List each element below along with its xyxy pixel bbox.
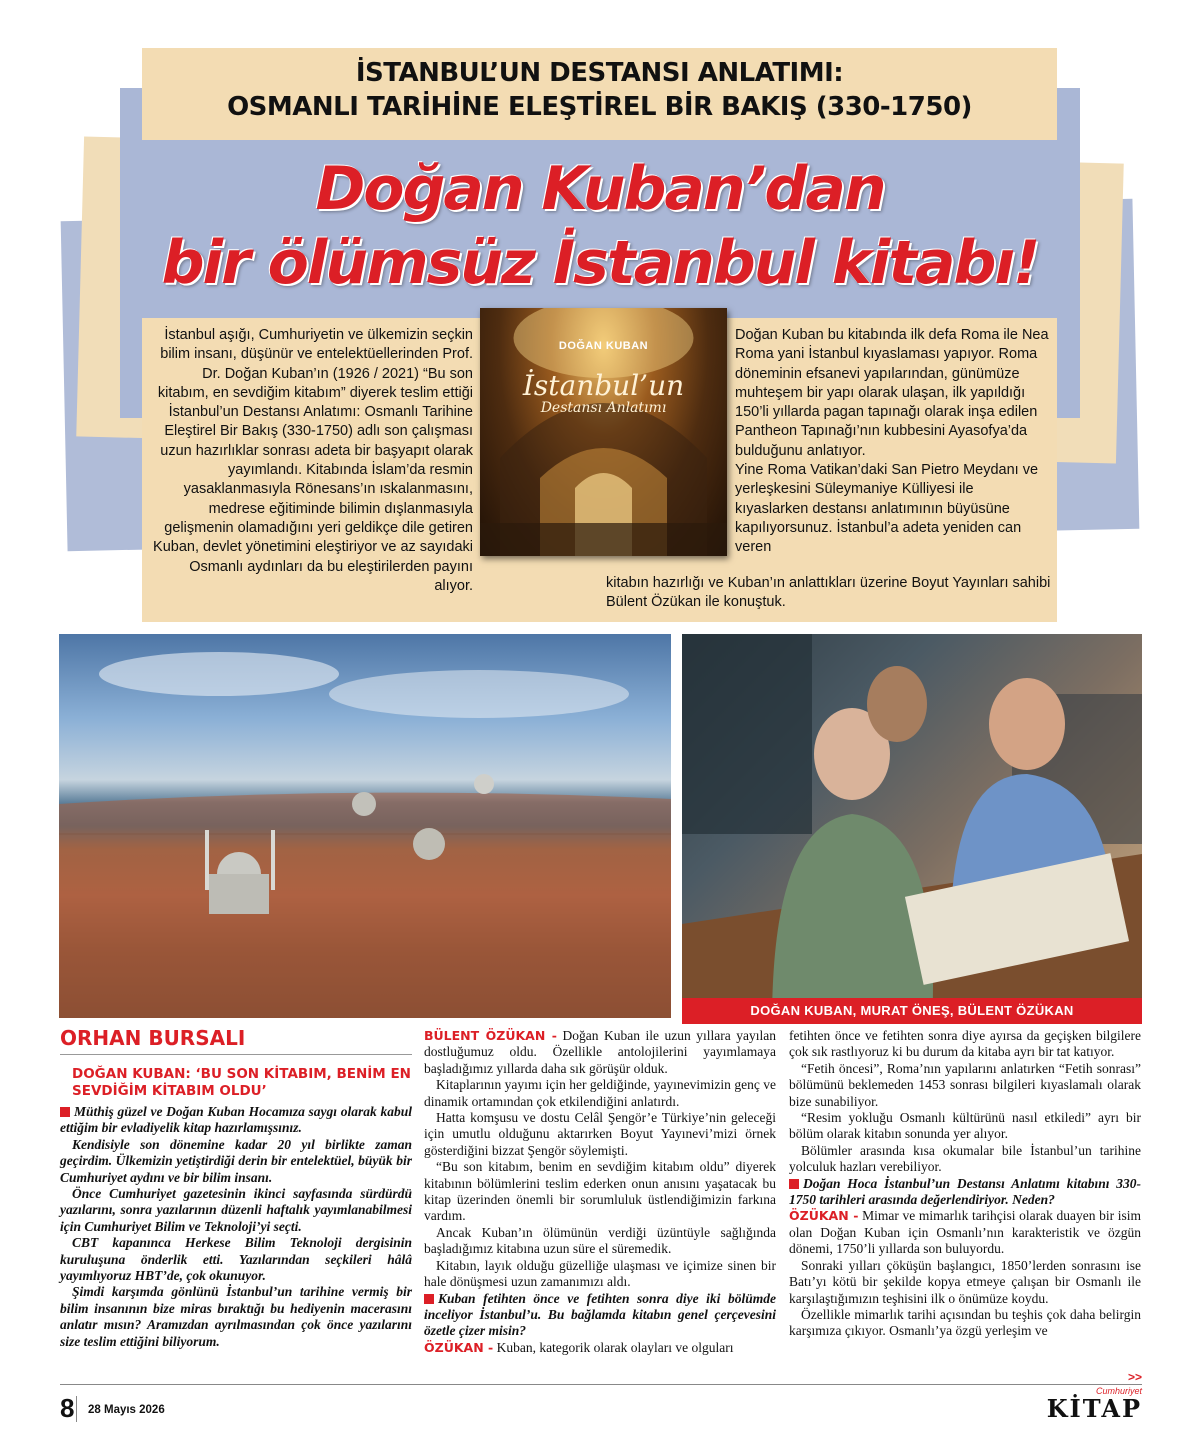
page-number: 8 — [60, 1393, 75, 1423]
headline-line-2: bir ölümsüz İstanbul kitabı! — [161, 228, 1039, 298]
book-cover-image — [480, 308, 727, 556]
article-subhead: DOĞAN KUBAN: ‘BU SON KİTABIM, BENİM EN SEVDİĞİM KİTABIM OLDU’ — [72, 1066, 411, 1099]
red-square-bullet-icon — [60, 1107, 70, 1117]
answer-2-paragraph-5: Bölümler arasında kısa okumalar bile İstanbul’un tarihine yolculuk hazları verebiliyor. — [789, 1142, 1141, 1175]
answer-1-paragraph-1: BÜLENT ÖZÜKAN - Doğan Kuban ile uzun yıllara yayılan dostluğumuz oldu. Özellikle antolojilerini yayımlamaya başladığımız yıllarda daha sık görüşür olduk. — [424, 1028, 776, 1076]
intro-right-paragraph-2: Yine Roma Vatikan’daki San Pietro Meydanı ve yerleşkesini Süleymaniye Külliyesi ile kıyaslarken destansı anlatımının büyüsüne kapılıyorsunuz. İstanbul’a adeta yeniden can veren — [735, 462, 1039, 556]
answer-3-paragraph-2: Sonraki yılları çöküşün başlangıcı, 1850’lerden sonrasını ise Batı’yı kötü bir şekilde kopya etmeye çalışan bir Osmanlı ile karşılaştığımızın teşhisini ilk o önümüze koydu. — [789, 1257, 1141, 1306]
speaker-label: ÖZÜKAN - — [424, 1339, 494, 1355]
question-2: Kuban fetihten önce ve fetihten sonra diye iki bölümde inceliyor İstanbul’u. Bu bağlamda kitabın genel çerçevesini özetle çizer misin? — [424, 1290, 776, 1339]
question-1-paragraph-4: CBT kapanınca Herkese Bilim Teknoloji dergisinin kuruluşuna önderlik etti. Yazılarından seçkileri hâlâ yayımlıyoruz HBT’de, çok okunuyor. — [60, 1235, 412, 1284]
question-1-paragraph-3: Önce Cumhuriyet gazetesinin ikinci sayfasında sürdürdü yazılarını, sonra yazılarının düzenli haftalık yayımlanabilmesi için Cumhuriyet Bilim ve Teknoloji’yi seçti. — [60, 1186, 412, 1234]
book-cover-subtitle: Destansı Anlatımı — [540, 400, 667, 416]
speaker-label: ÖZÜKAN - — [789, 1208, 859, 1224]
supertitle-line-1: İSTANBUL’UN DESTANSI ANLATIMI: — [355, 58, 844, 88]
publication-logo-small: Cumhuriyet — [1095, 1386, 1142, 1396]
intro-left-text: İstanbul aşığı, Cumhuriyetin ve ülkemizin seçkin bilim insanı, düşünür ve entelektüellerinden Prof. Dr. Doğan Kuban’ın (1926 / 2021) “Bu son kitabım, en sevdiğim kitabım” diyerek teslim ettiği İstanbul’un Destansı Anlatımı: Osmanlı Tarihine Eleştirel Bir Bakış (330-1750) adlı son çalışması uzun hazırlıklar sonrası adeta bir başyapıt olarak yayımlandı. Kitabında İslam’da resmin yasaklanmasıyla Rönesans’ın ıskalanmasını, medrese eğitiminde bilimin dışlanmasıyla gelişmenin olamadığını yeri geldikçe dile getiren Kuban, devlet yönetimini eleştiriyor ve az sayıdaki Osmanlı aydınları da bu eleştirilerden payını alıyor. — [153, 327, 473, 594]
headline — [150, 152, 1050, 300]
photo-caption: DOĞAN KUBAN, MURAT ÖNEŞ, BÜLENT ÖZÜKAN — [682, 998, 1142, 1024]
speaker-label: BÜLENT ÖZÜKAN - — [424, 1028, 557, 1043]
question-3: Doğan Hoca İstanbul’un Destansı Anlatımı kitabını 330-1750 tarihleri arasında değerlendiriyor. Neden? — [789, 1175, 1141, 1208]
author-byline: ORHAN BURSALI — [60, 1026, 412, 1055]
supertitle — [142, 56, 1057, 124]
book-cover-title: İstanbul’un — [522, 369, 685, 402]
publication-logo-name: KİTAP — [1046, 1394, 1142, 1423]
answer-2-paragraph-2: fetihten önce ve fetihten sonra diye ayırsa da geçişken bilgilere çok sık rastlıyoruz ki bu durum da kitaba ayrı bir tat katıyor. — [789, 1028, 1141, 1060]
answer-1-paragraph-5: Ancak Kuban’ın ölümünün verdiği üzüntüyle sağlığında başladığımız kitabına uzun süre el süremedik. — [424, 1224, 776, 1257]
question-1-paragraph-2: Kendisiyle son dönemine kadar 20 yıl birlikte zaman geçirdim. Ülkemizin yetiştirdiği derin bir entelektüel, büyük bir Cumhuriyet aydını ve bir bilim insanı. — [60, 1136, 412, 1185]
red-square-bullet-icon — [789, 1179, 799, 1189]
intro-right-text — [735, 326, 1050, 558]
supertitle-line-2: OSMANLI TARİHİNE ELEŞTİREL BİR BAKIŞ (330-1750) — [227, 92, 972, 122]
answer-1-paragraph-3: Hatta komşusu ve dostu Celâl Şengör’e Türkiye’nin geleceği için umutlu olduğunu aktarırken Boyut Yayınevi’mizi örnek gösterdiğini bizzat Şengör söylemişti. — [424, 1110, 776, 1158]
article-column-2 — [424, 1028, 776, 1356]
answer-2-paragraph-4: “Resim yokluğu Osmanlı kültürünü nasıl etkiledi” ayrı bir bölüm olarak kitabın sonunda yer alıyor. — [789, 1110, 1141, 1142]
answer-1-paragraph-4: “Bu son kitabım, benim en sevdiğim kitabım oldu” diyerek kitabının bölümlerini teslim ederken onun anısını yaşatacak bu kitap üzerinden önemli bir sorumluluk üstlendiğimizin farkına vardım. — [424, 1159, 776, 1224]
answer-2-paragraph-3: “Fetih öncesi”, Roma’nın yapılarını anlatırken “Fetih sonrası” bölümünü beklemeden 1453 sonrası bilgileri kıyaslamalı olarak bize sunabiliyor. — [789, 1060, 1141, 1109]
issue-date: 28 Mayıs 2026 — [88, 1404, 165, 1416]
intro-bottom-text: kitabın hazırlığı ve Kuban’ın anlattıkları üzerine Boyut Yayınları sahibi Bülent Özükan ile konuştuk. — [606, 575, 1051, 611]
answer-1-paragraph-2: Kitaplarının yayımı için her geldiğinde, yayınevimizin genç ve dinamik ortamından çok etkilendiğini anlatırdı. — [424, 1077, 776, 1109]
answer-3-paragraph-3: Özellikle mimarlık tarihi açısından bu teşhis çok daha belirgin karşımıza çıkıyor. Osmanlı’ya özgü yerleşim ve — [789, 1306, 1141, 1339]
people-with-book-photo — [682, 634, 1142, 1024]
answer-3-paragraph-1: ÖZÜKAN - Mimar ve mimarlık tarihçisi olarak duayen bir isim olan Doğan Kuban için Osmanlı’nın karakteristik ve özgün dönemi, 1750’li yıllarda son buluyordu. — [789, 1208, 1141, 1257]
three-men-illustration — [682, 634, 1142, 1024]
answer-2-paragraph-1: ÖZÜKAN - Kuban, kategorik olarak olayları ve olguları — [424, 1339, 734, 1355]
istanbul-aerial-photo — [59, 634, 671, 1018]
page-number-separator — [76, 1396, 77, 1422]
intro-right-paragraph-1: Doğan Kuban bu kitabında ilk defa Roma ile Nea Roma yani İstanbul kıyaslaması yapıyor. Roma döneminin efsanevi yapılarından, günümüze muhteşem bir yapı olarak ulaşan, ilk yapıldığı 150’li yıllarda pagan tapınağı olarak inşa edilen Pantheon Tapınağı’nın kubbesini Ayasofya’da bulduğunu anlatıyor. — [735, 327, 1049, 459]
continue-arrow-icon: >> — [1127, 1370, 1142, 1384]
answer-1-paragraph-6: Kitabın, layık olduğu güzelliğe ulaşması ve içimize sinen bir hale dönüşmesi uzun zamanımızı aldı. — [424, 1257, 776, 1290]
question-1-paragraph-5: Şimdi karşımda gönlünü İstanbul’un tarihine vermiş bir bilim insanının bize miras bıraktığı bu hediyenin macerasını anlatır mısın? Aramızdan ayrılmasından çok önce yazılarını size teslim ettiğini biliyorum. — [60, 1284, 412, 1349]
publication-logo — [1047, 1386, 1142, 1422]
headline-line-1: Doğan Kuban’dan — [315, 154, 885, 224]
question-1: Müthiş güzel ve Doğan Kuban Hocamıza saygı olarak kabul ettiğim bir evladiyelik kitap hazırlamışsınız. — [60, 1104, 412, 1136]
article-column-3 — [789, 1028, 1141, 1340]
book-cover-author: DOĞAN KUBAN — [558, 340, 649, 352]
footer-divider — [60, 1384, 1142, 1385]
istanbul-cityscape-illustration — [59, 634, 671, 1018]
red-square-bullet-icon — [424, 1294, 434, 1304]
article-column-1 — [60, 1104, 412, 1350]
